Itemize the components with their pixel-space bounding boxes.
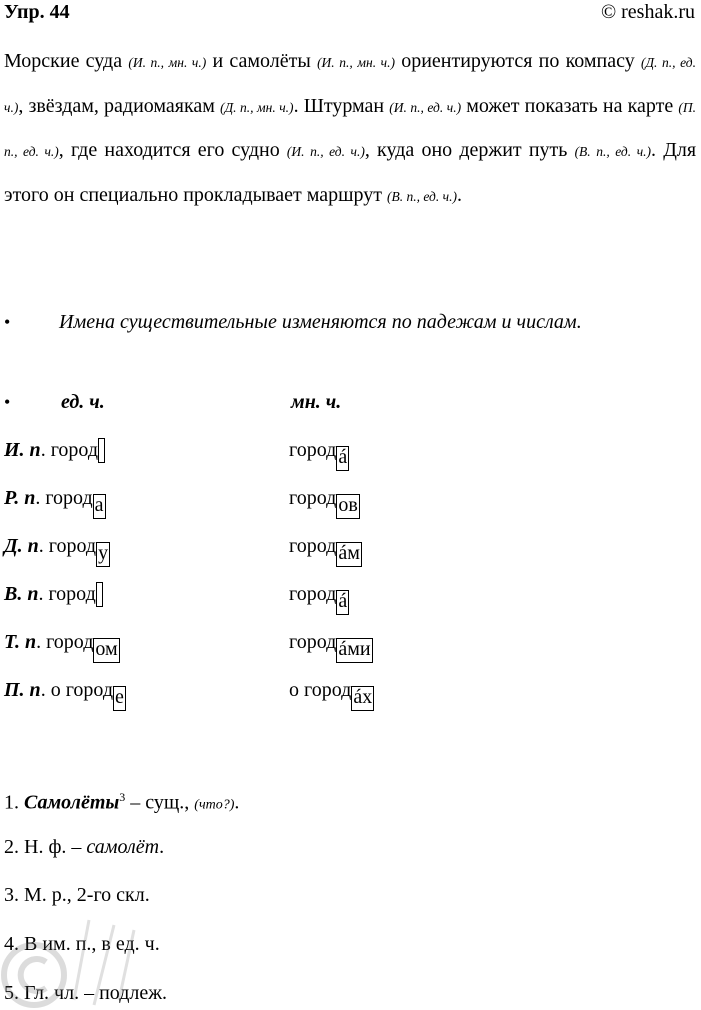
ending-box: ом xyxy=(93,638,119,663)
case-label: Т. п xyxy=(4,631,37,653)
ending-box xyxy=(96,582,103,607)
plural-form xyxy=(289,582,349,615)
word-stem: город xyxy=(289,439,337,461)
analysis-item-2 xyxy=(4,835,164,859)
declension-row xyxy=(4,630,424,663)
declension-row xyxy=(4,438,424,468)
declension-row xyxy=(4,678,424,711)
word-stem: город xyxy=(289,487,337,509)
plural-form xyxy=(289,630,373,663)
text-fragment: . Для этого он специально прокладывает маршрут xyxy=(4,139,697,206)
analysis-item-1 xyxy=(4,785,239,818)
declension-row xyxy=(4,582,424,612)
text-fragment: , куда оно держит путь xyxy=(364,139,575,161)
bullet-icon: • xyxy=(4,392,11,412)
grammar-annotation: (И. п., ед. ч.) xyxy=(389,99,462,115)
watermark-icon xyxy=(0,880,194,1010)
ending-box: áх xyxy=(351,686,374,711)
punct: . xyxy=(159,836,165,858)
preposition: о xyxy=(50,679,66,701)
grammar-annotation: (Д. п., ед. ч.) xyxy=(4,55,696,115)
initial-form: самолёт xyxy=(86,836,160,858)
rule-line xyxy=(4,311,582,334)
case-label: Д. п xyxy=(4,535,39,557)
plural-form xyxy=(289,438,349,471)
ending-box: ов xyxy=(336,494,359,519)
text-fragment: и самолёты xyxy=(206,50,318,72)
text-fragment: Морские суда xyxy=(4,50,129,72)
word-stem: город xyxy=(46,631,94,653)
singular-header: ед. ч. xyxy=(61,391,105,413)
case-label: В. п xyxy=(4,583,39,605)
ending-box: áм xyxy=(336,542,362,567)
grammar-annotation: (И. п., мн. ч.) xyxy=(317,55,395,70)
declension-row xyxy=(4,486,424,519)
analysis-item-5: 5. Гл. чл. – подлеж. xyxy=(4,982,168,1004)
grammar-annotation: (В. п., ед. ч.) xyxy=(574,144,652,159)
exercise-title: Упр. 44 xyxy=(4,1,70,23)
singular-form: П. п. о город е xyxy=(4,679,126,701)
word-stem: город xyxy=(45,487,93,509)
word-stem: город xyxy=(50,439,98,461)
case-label: И. п xyxy=(4,439,41,461)
singular-form: Д. п. город у xyxy=(4,535,110,557)
text-fragment: . Штурман xyxy=(293,94,390,117)
word-stem: город xyxy=(289,631,337,653)
singular-form: Т. п. город ом xyxy=(4,631,120,653)
text-fragment: , где находится его судно xyxy=(58,139,287,161)
case-label: Р. п xyxy=(4,487,36,509)
ending-box: áми xyxy=(336,638,372,663)
grammar-annotation: (В. п., ед. ч.) xyxy=(387,188,457,204)
plural-form xyxy=(289,486,360,519)
singular-form: Р. п. город а xyxy=(4,487,106,509)
grammar-annotation: (Д. п., мн. ч.) xyxy=(220,99,294,115)
ending-box xyxy=(98,438,105,463)
part-of-speech: – сущ., xyxy=(125,791,195,814)
grammar-annotation: (И. п., ед. ч.) xyxy=(286,144,365,159)
word-superscript: 3 xyxy=(119,790,126,804)
rule-text: Имена существительные изменяются по падежам и числам. xyxy=(59,311,582,333)
ending-box: а xyxy=(93,494,106,519)
word-stem: город xyxy=(289,583,337,605)
word-stem: город xyxy=(48,583,96,605)
singular-form: В. п. город xyxy=(4,583,103,605)
ending-box: á xyxy=(336,590,349,615)
plural-form xyxy=(289,534,362,567)
preposition: о xyxy=(289,679,304,701)
word-stem: город xyxy=(304,679,352,701)
singular-form: И. п. город xyxy=(4,439,105,461)
word-stem: город xyxy=(65,679,113,701)
analyzed-word: Самолёты xyxy=(24,791,120,814)
analysis-item-4: 4. В им. п., в ед. ч. xyxy=(4,933,160,955)
plural-form xyxy=(289,678,374,711)
word-stem: город xyxy=(48,535,97,557)
ending-box: е xyxy=(113,686,126,711)
text-fragment: . xyxy=(456,183,462,206)
analysis-item-3: 3. М. р., 2-го скл. xyxy=(4,884,150,906)
question: (что?) xyxy=(194,797,235,813)
item-number: 1. xyxy=(4,791,24,814)
grammar-annotation: (И. п., мн. ч.) xyxy=(128,55,207,70)
declension-row xyxy=(4,534,424,567)
plural-header: мн. ч. xyxy=(291,391,342,413)
grammar-annotation: (П. п., ед. ч.) xyxy=(4,99,696,159)
site-credit: © reshak.ru xyxy=(600,1,695,23)
ending-box: у xyxy=(96,542,110,567)
text-fragment: , звёздам, радиомаякам xyxy=(18,94,221,117)
word-stem: город xyxy=(289,535,337,557)
number-headers xyxy=(4,391,404,414)
bullet-icon: • xyxy=(4,312,11,332)
item-label: 2. Н. ф. – xyxy=(4,836,87,858)
text-fragment: ориентируются по компасу xyxy=(394,50,641,72)
case-label: П. п xyxy=(4,679,41,701)
punct: . xyxy=(234,791,240,814)
text-fragment: может показать на карте xyxy=(461,94,679,117)
ending-box: á xyxy=(336,446,349,471)
exercise-text xyxy=(4,40,696,218)
